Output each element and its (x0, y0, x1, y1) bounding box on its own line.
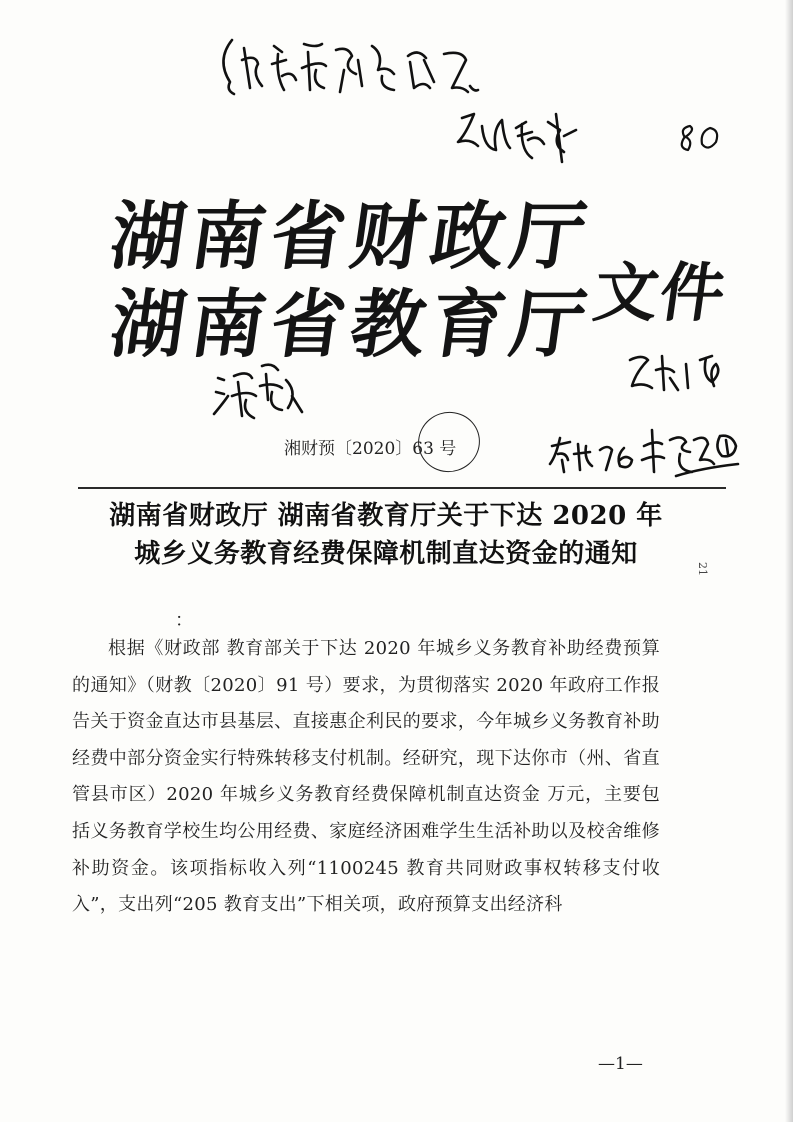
scan-edge-shadow (785, 0, 793, 1122)
title-line-1: 湖南省财政厅 湖南省教育厅关于下达 2020 年 (109, 501, 663, 531)
document-title (66, 497, 706, 573)
handwritten-signature-top (452, 100, 582, 170)
margin-page-mark: 21 (696, 562, 709, 576)
handwritten-signature-left (208, 352, 308, 432)
header-issuer-education: 湖南省教育厅 (105, 282, 598, 368)
handwritten-signature-right (636, 410, 756, 490)
header-issuer-finance: 湖南省财政厅 (105, 194, 598, 280)
document-header (105, 178, 732, 368)
header-suffix: 文件 (588, 257, 732, 331)
handwritten-archive-note (546, 430, 642, 476)
handwritten-number-80 (676, 118, 726, 158)
recipient-line: ： (175, 610, 193, 631)
document-number: 湘财预〔2020〕63 号 (284, 439, 457, 459)
header-divider-rule (78, 487, 726, 489)
hand-drawn-circle (410, 404, 488, 480)
title-line-2: 城乡义务教育经费保障机制直达资金的通知 (134, 539, 638, 569)
body-paragraph: 根据《财政部 教育部关于下达 2020 年城乡义务教育补助经费预算的通知》（财教〔2020〕91 号）要求，为贯彻落实 2020 年政府工作报告关于资金直达市县基层、直接惠企利民的要求，今年城乡义务教育补助经费中部分资金实行特殊转移支付机制。经研究，现下达你市（州、省直管县市区）2020 年城乡义务教育经费保障机制直达资金 万元，主要包括义务教育学校生均公用经费、家庭经济困难学生生活补助以及校舍维修补助资金。该项指标收入列“1100245 教育共同财政事权转移支付收入”，支出列“205 教育支出”下相关项，政府预算支出经济科 (72, 638, 660, 916)
page-number: —1— (598, 1054, 643, 1074)
handwritten-date-note (622, 342, 742, 402)
handwritten-top-note (212, 30, 482, 100)
